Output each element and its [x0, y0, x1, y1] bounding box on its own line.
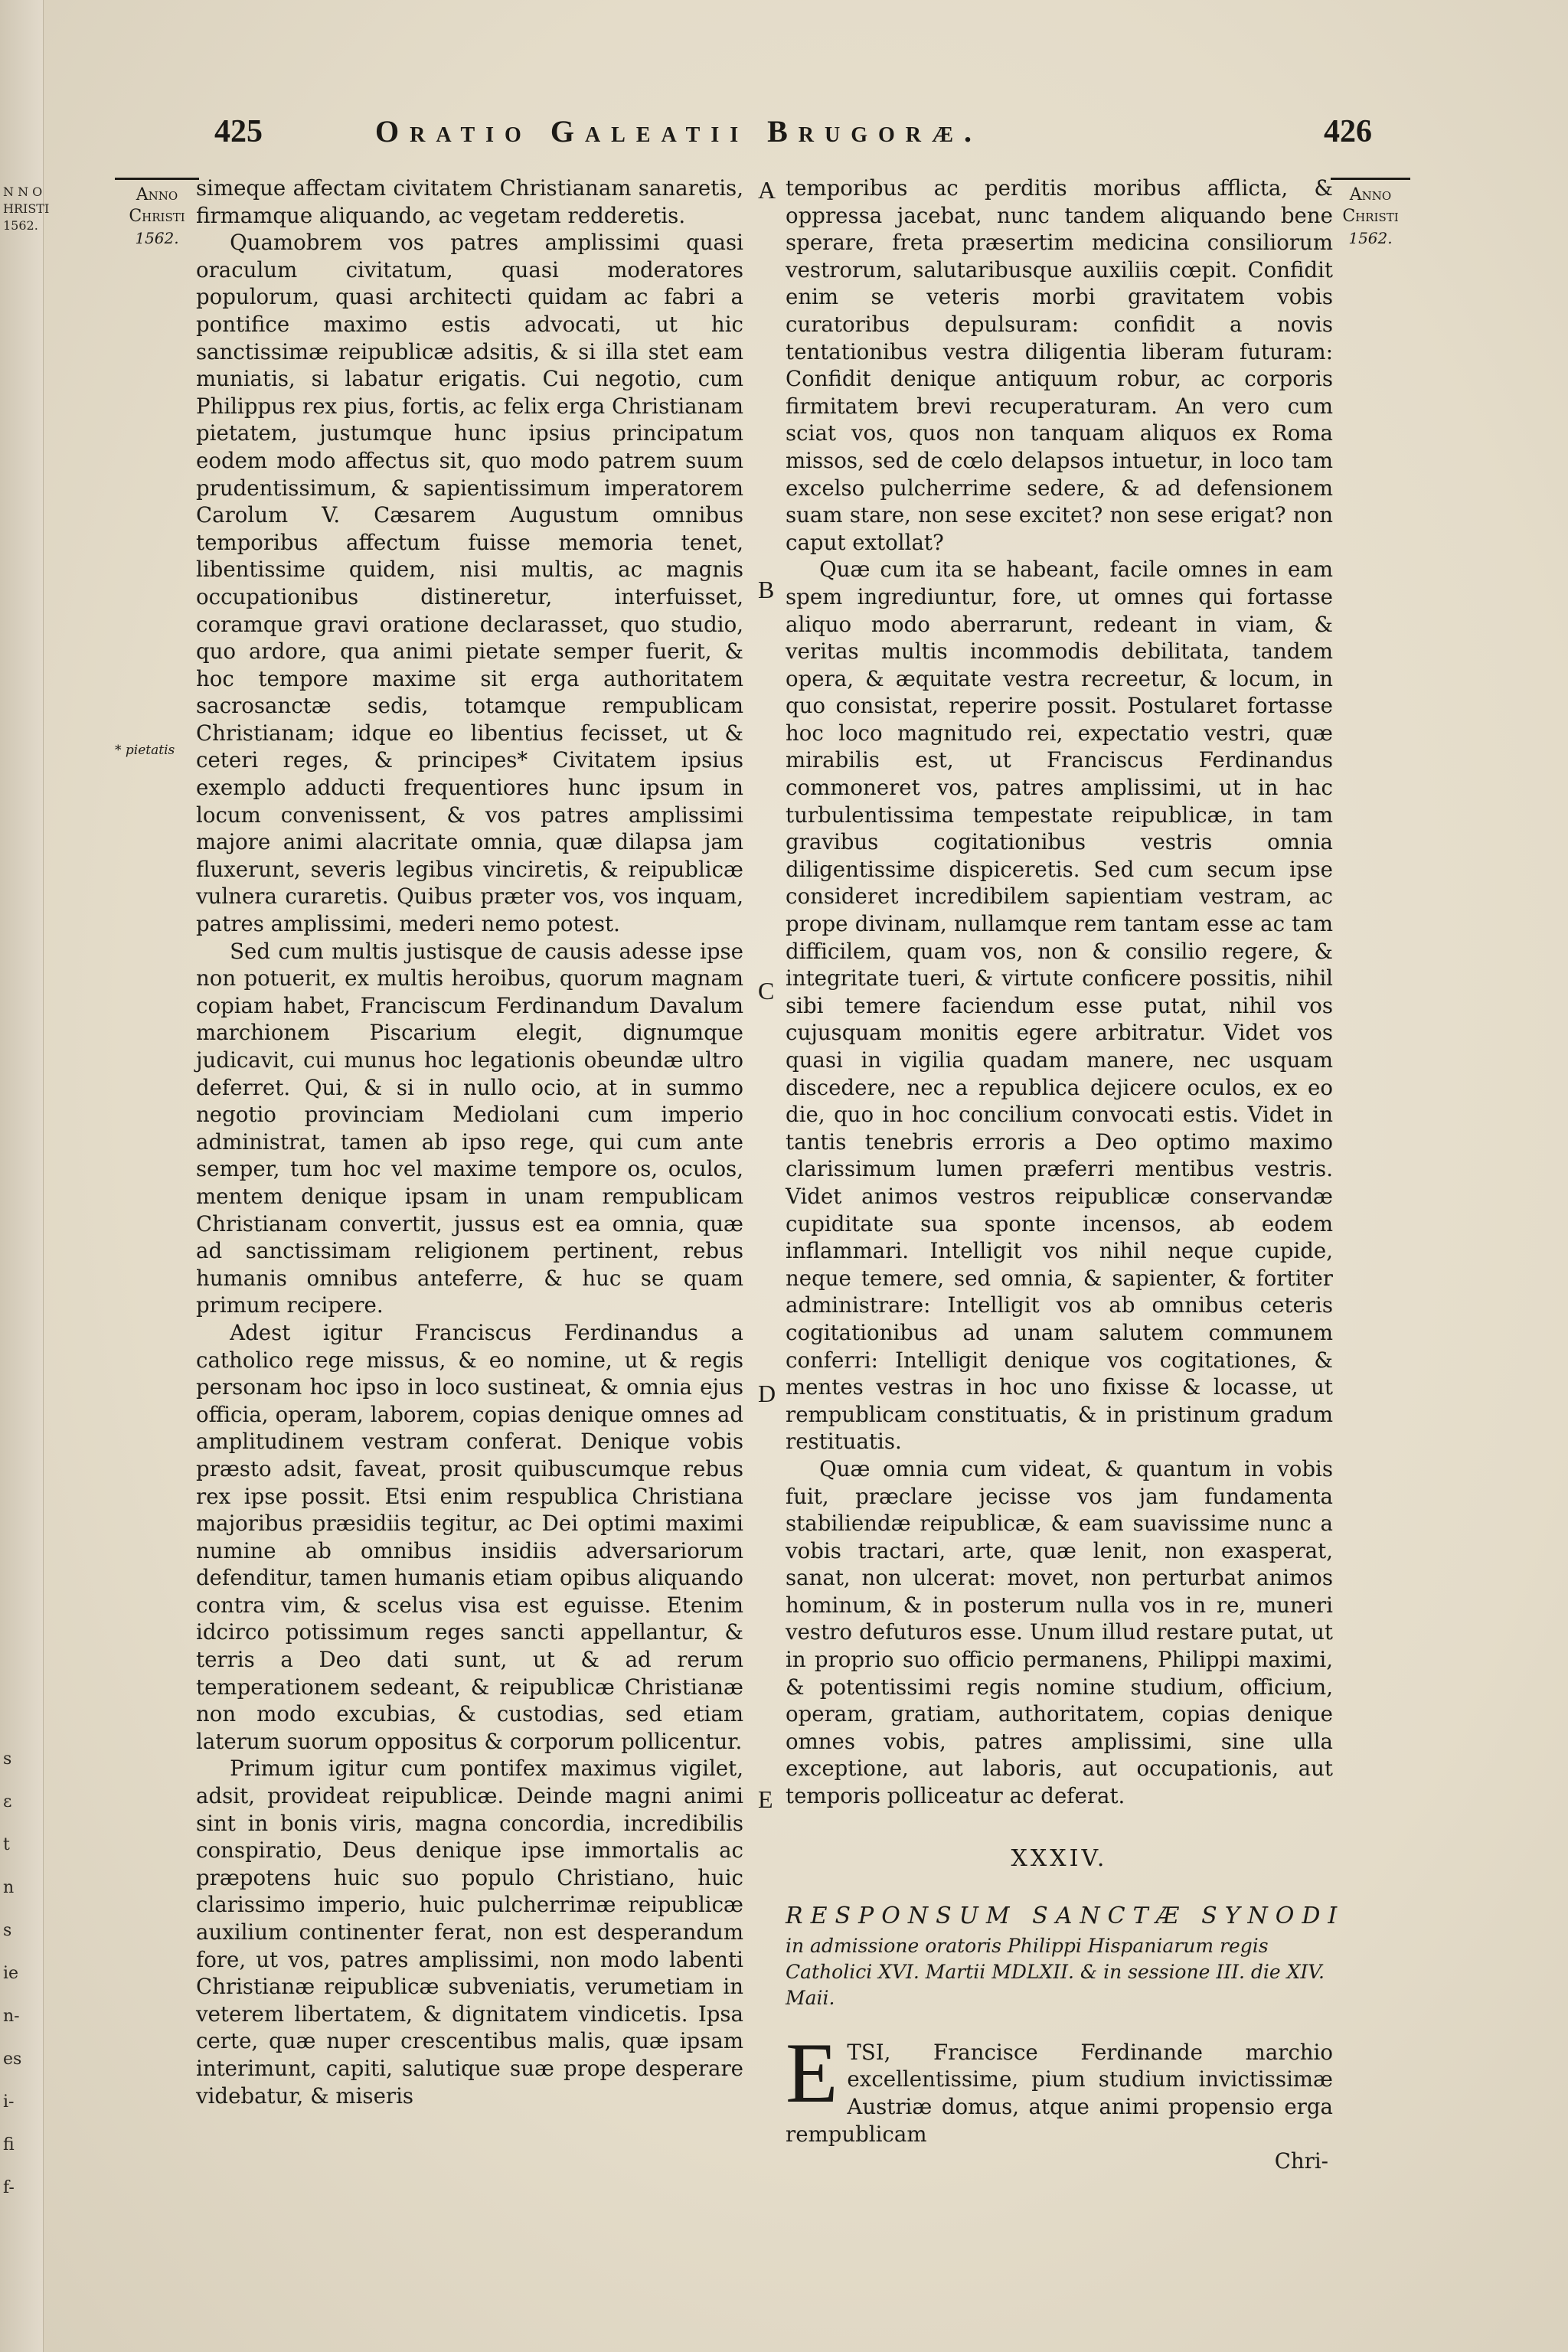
adjacent-page-margin-note: N N O HRISTI 1562. [3, 185, 50, 233]
section-number: XXXIV. [1011, 1844, 1108, 1872]
paragraph: Sed cum multis justisque de causis adesse ipse non potuerit, ex multis heroibus, quorum magnam copiam habet, Franciscum Ferdinandum Davalum marchionem Piscarium elegit, dignumque judicavit, cui munus hoc legationis obeundæ ultro deferret. Qui, & si in nullo ocio, at in summo negotio provinciam Mediolani cum imperio administrat, tamen ab ipso rege, qui cum ante semper, tum hoc vel maxime tempore os, oculos, mentem denique ipsam in unam rempublicam Christianam convertit, jussus est ea omnia, quæ ad sanctissimam religionem pertinent, rebus humanis omnibus anteferre, & huc se quam primum recipere. [196, 938, 743, 1318]
margin-note-left: Anno Christi 1562. [115, 178, 199, 249]
drop-cap: E [786, 2025, 838, 2121]
response-title: RESPONSUM SANCTÆ SYNODI [786, 1903, 1345, 1930]
paragraph: TSI, Francisce Ferdinande marchio excellentissime, pium studium invictissimæ Austriæ domus, atque animi propensio erga rempublicam [786, 2039, 1333, 2147]
running-title: Oratio Galeatii Brugoræ. [375, 114, 983, 149]
response-opening [786, 2025, 1333, 2148]
page-number-left: 425 [214, 114, 263, 149]
text-column-right [786, 175, 1345, 2175]
running-header [207, 113, 1372, 156]
adjacent-page-edge [0, 0, 50, 2352]
column-marker-a: A [758, 176, 776, 204]
margin-footnote: * pietatis [115, 743, 175, 758]
response-subtitle: in admissione oratoris Philippi Hispaniarum regis Catholici XVI. Martii MDLXII. & in sessione III. die XIV. Maii. [786, 1934, 1325, 2009]
column-marker-e: E [758, 1785, 773, 1813]
paragraph: Primum igitur cum pontifex maximus vigilet, adsit, provideat reipublicæ. Deinde magni animi sint in bonis viris, magna concordia, incredibilis conspiratio, Deus denique ipse immortalis ac præpotens huic suo populo Christiano, huic clarissimo imperio, huic pulcherrimæ reipublicæ auxilium continenter ferat, non est desperandum fore, ut vos, patres amplissimi, non modo labenti Christianæ reipublicæ subveniatis, verumetiam in veterem libertatem, & dignitatem vindicetis. Ipsa certe, quæ nuper crescentibus malis, quæ ipsam interimunt, capiti, salutique suæ prope desperare videbatur, & miseris [196, 1756, 743, 2109]
paragraph: simeque affectam civitatem Christianam sanaretis, firmamque aliquando, ac vegetam redderetis. [196, 175, 743, 228]
paragraph: temporibus ac perditis moribus afflicta, & oppressa jacebat, nunc tandem aliquando bene sperare, freta præsertim medicina consiliorum vestrorum, salutaribusque auxiliis cœpit. Confidit enim se veteris morbi gravitatem vobis curatoribus depulsuram: confidit a novis tentationibus vestra diligentia liberam futuram: Confidit denique antiquum robur, ac corporis firmitatem brevi recuperaturam. An vero cum sciat vos, quos non tanquam aliquos ex Roma missos, sed de cœlo delapsos intuetur, in loco tam excelso pulcherrime sedere, & ad defensionem suam stare, non sese excitet? non sese erigat? non caput extollat? [786, 175, 1333, 555]
paragraph: Adest igitur Franciscus Ferdinandus a catholico rege missus, & eo nomine, ut & regis personam hoc ipso in loco sustineat, & omnia ejus officia, operam, laborem, copias denique omnes ad amplitudinem vestram conferat. Denique vobis præsto adsit, faveat, prosit quibuscumque rebus rex ipse possit. Etsi enim respublica Christiana majoribus præsidiis tegitur, ac Dei optimi maximi numine ab omnibus insidiis adversariorum defenditur, tamen humanis etiam opibus aliquando contra vim, & scelus visa est eguisse. Etenim idcirco potissimum reges sancti appellantur, & terris a Deo dati sunt, ut & ad rerum temperationem sedeant, & reipublicæ Christianæ non modo excubias, & custodias, sed etiam laterum suorum oppositus & corporum pollicentur. [196, 1319, 743, 1754]
paragraph: Quæ cum ita se habeant, facile omnes in eam spem ingrediuntur, fore, ut omnes qui fortasse aliquo modo aberrarunt, redeant in viam, & veritas multis incommodis debilitata, tandem opera, & æquitate vestra recreetur, & locum, in quo consistat, reperire possit. Postularet fortasse hoc loco magnitudo rei, expectatio vestri, quæ mirabilis est, ut Franciscus Ferdinandus commoneret vos, patres amplissimi, ut in hac turbulentissima tempestate reipublicæ, in tam gravibus cogitationibus vestris omnia diligentissime dispiceretis. Sed cum secum ipse consideret incredibilem sapientiam vestram, ac prope divinam, nullamque rem tantam esse ac tam difficilem, quam vos, non & consilio regere, & integritate tueri, & virtute conficere possitis, nihil sibi temere faciendum esse putat, nihil vos cujusquam monitis egere arbitratur. Videt vos quasi in vigilia quadam manere, nec usquam discedere, nec a republica dejicere oculos, ex eo die, quo in hoc concilium convocati estis. Videt in tantis tenebris erroris a Deo optimo maximo clarissimum lumen præferri mentibus vestris. Videt animos vestros reipublicæ conservandæ cupiditate sua sponte incensos, ab eodem inflammari. Intelligit vos nihil neque cupide, neque temere, sed omnia, & sapienter, & fortiter administrare: Intelligit vos ab omnibus ceteris cogitationibus ad unam salutem communem conferri: Intelligit denique vos cogitationes, & mentes vestras in hoc uno fixisse & locasse, ut rempublicam constituatis, & in pristinum gradum restituatis. [786, 557, 1333, 1455]
column-marker-c: C [758, 977, 775, 1004]
catchword: Chri- [1274, 2148, 1328, 2174]
margin-note-right: Anno Christi 1562. [1331, 178, 1410, 249]
page-number-right: 426 [1324, 114, 1372, 149]
column-marker-b: B [758, 576, 775, 603]
paragraph: Quamobrem vos patres amplissimi quasi oraculum civitatum, quasi moderatores populorum, quasi architecti quidam ac fabri a pontifice maximo estis advocati, ut hic sanctissimæ reipublicæ adsitis, & si illa stet eam muniatis, si labatur erigatis. Cui negotio, cum Philippus rex pius, fortis, ac felix erga Christianam pietatem, justumque hunc ipsius principatum eodem modo affectus sit, quo modo patrem suum prudentissimum, & sapientissimum imperatorem Carolum V. Cæsarem Augustum omnibus temporibus affectum fuisse memoria tenet, libentissime quidem, nisi multis, ac magnis occupationibus distineretur, interfuisset, coramque gravi oratione declarasset, quo studio, quo ardore, qua animi pietate semper fuerit, & hoc tempore maxime sit erga authoritatem sacrosanctæ sedis, totamque rempublicam Christianam; idque eo libentius fecisset, ut & ceteri reges, & principes* Civitatem ipsius exemplo adducti frequentiores hunc ipsum in locum convenissent, & vos patres amplissimi majore animi alacritate omnia, quæ dilapsa jam fluxerunt, severis legibus vinciretis, & reipublicæ vulnera curaretis. Quibus præter vos, vos inquam, patres amplissimi, mederi nemo potest. [196, 230, 743, 937]
paragraph: Quæ omnia cum videat, & quantum in vobis fuit, præclare jecisse vos jam fundamenta stabiliendæ reipublicæ, & eam suavissime nunc a vobis tractari, arte, quæ lenit, non exasperat, sanat, non ulcerat: movet, non perturbat animos hominum, & in posterum nulla vos in re, muneri vestro defuturos esse. Unum illud restare putat, ut in proprio suo officio permanens, Philippi maximi, & potentissimi regis nomine studium, officium, operam, gratiam, authoritatem, copias denique omnes vobis, patres amplissimi, sine ulla exceptione, aut laboris, aut occupationis, aut temporis polliceatur ac deferat. [786, 1455, 1333, 1809]
adjacent-page-letters: s ε t n s ie n- es i- fi f- [3, 1749, 22, 2197]
text-column-left [196, 175, 743, 2109]
column-marker-d: D [758, 1380, 776, 1407]
